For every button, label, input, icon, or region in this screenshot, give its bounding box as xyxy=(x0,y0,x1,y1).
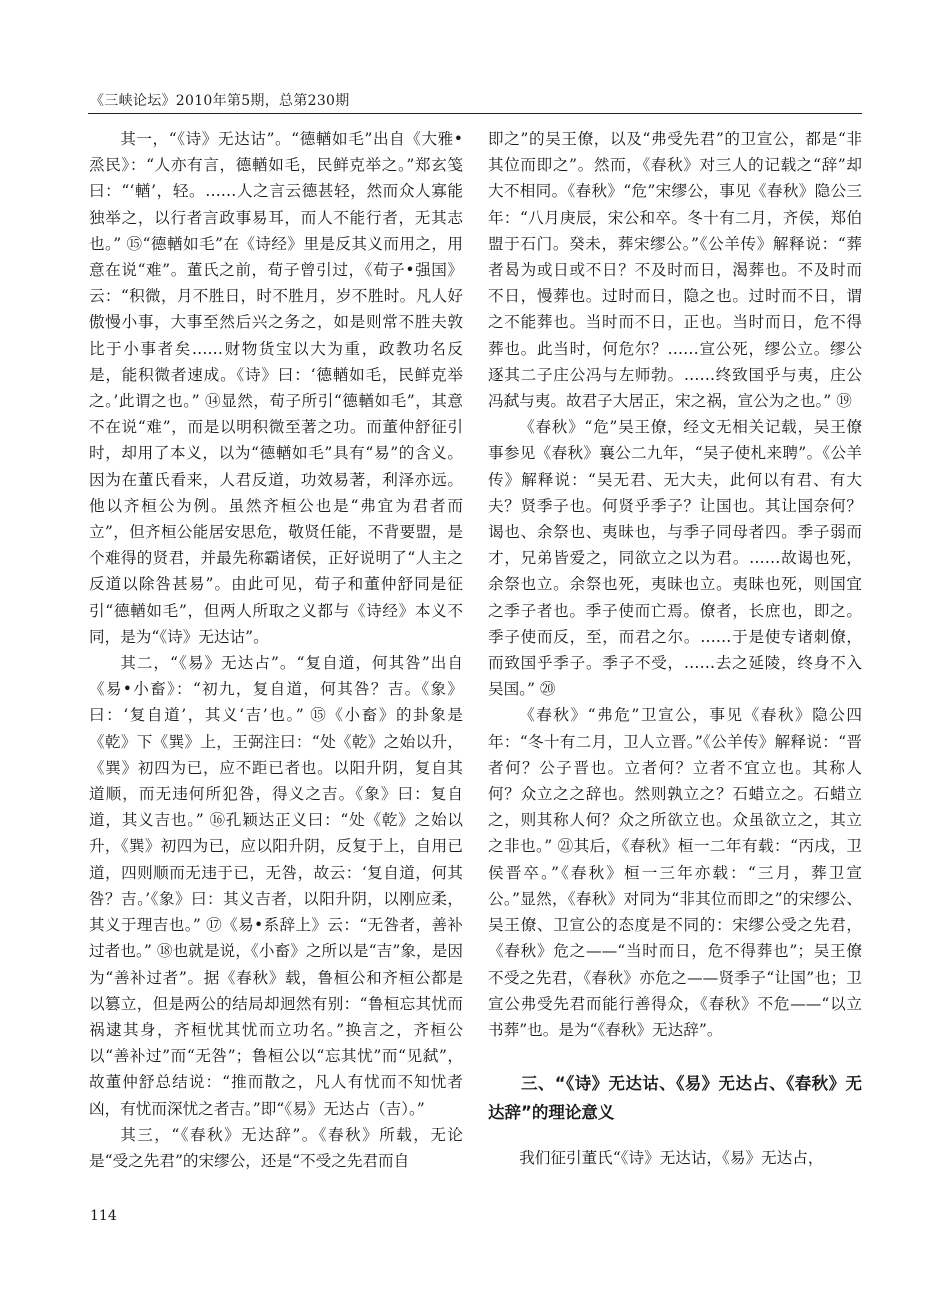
paragraph-poetry: 其一，“《诗》无达诂”。“德輶如毛”出自《大雅•烝民》：“人亦有言，德輶如毛，民鲜克举之。”郑玄笺曰：“‘輶’，轻。……人之言云德甚轻，然而众人寡能独举之，以行者言政事易耳，而人不能行者，无其志也。” ⑮“德輶如毛”在《诗经》里是反其义而用之，用意在说“难”。董氏之前，荀子曾引过，《荀子•强国》云：“积微，月不胜日，时不胜月，岁不胜时。凡人好傲慢小事，大事至然后兴之务之，如是则常不胜夫敦比于小事者矣……财物货宝以大为重，政教功名反是，能积微者速成。《诗》曰：‘德輶如毛，民鲜克举之。’此谓之也。” ⑭显然，荀子所引“德輶如毛”，其意不在说“难”，而是以明积微至著之功。而董仲舒征引时，却用了本义，以为“德輶如毛”具有“易”的含义。因为在董氏看来，人君反道，功效易著，利泽亦远。他以齐桓公为例。虽然齐桓公也是“弗宜为君者而立”，但齐桓公能居安思危，敬贤任能，不背要盟，是个难得的贤君，并最先称霸诸侯，正好说明了“人主之反道以除咎甚易”。由此可见，荀子和董仲舒同是征引“德輶如毛”，但两人所取之义都与《诗经》本义不同，是为“《诗》无达诂”。 xyxy=(89,130,463,646)
paragraph-section-start: 我们征引董氏“《诗》无达诂，《易》无达占， xyxy=(519,1149,824,1168)
left-column xyxy=(89,126,463,1174)
section-heading: 三、“《诗》无达诂、《易》无达占、《春秋》无达辞”的理论意义 xyxy=(488,1074,862,1123)
right-column xyxy=(488,126,862,1171)
paragraph-song-mu: 即之”的吴王僚，以及“弗受先君”的卫宣公，都是“非其位而即之”。然而，《春秋》对三人的记载之“辞”却大不相同。《春秋》“危”宋缪公，事见《春秋》隐公三年：“八月庚辰，宋公和卒。冬十有二月，齐侯，郑伯盟于石门。癸未，葬宋缪公。”《公羊传》解释说：“葬者曷为或日或不日？不及时而日，渴葬也。不及时而不日，慢葬也。过时而日，隐之也。过时而不日，谓之不能葬也。当时而不日，正也。当时而日，危不得葬也。此当时，何危尔？……宣公死，缪公立。缪公逐其二子庄公冯与左师勃。……终致国乎与夷，庄公冯弑与夷。故君子大居正，宋之祸，宣公为之也。” ⑲ xyxy=(488,130,862,411)
paragraph-annals-intro: 其三，“《春秋》无达辞”。《春秋》所载，无论是“受之先君”的宋缪公，还是“不受之先君而自 xyxy=(89,1125,463,1170)
header-rule xyxy=(88,113,862,114)
running-header: 《三峡论坛》2010年第5期，总第230期 xyxy=(90,93,350,109)
paragraph-wei-xuan: 《春秋》“弗危”卫宣公，事见《春秋》隐公四年：“冬十有二月，卫人立晋。”《公羊传》解释说：“晋者何？公子晋也。立者何？立者不宜立也。其称人何？众立之之辞也。然则孰立之？石蜡立之。石蜡立之，则其称人何？众之所欲立也。众虽欲立之，其立之非也。” ㉑其后，《春秋》桓一二年有载：“丙戌，卫侯晋卒。”《春秋》桓一三年亦载：“三月，葬卫宣公。”显然，《春秋》对同为“非其位而即之”的宋缪公、吴王僚、卫宣公的态度是不同的：宋缪公受之先君，《春秋》危之——“当时而日，危不得葬也”；吴王僚不受之先君，《春秋》亦危之——贤季子“让国”也；卫宣公弗受先君而能行善得众，《春秋》不危——“以立书葬”也。是为“《春秋》无达辞”。 xyxy=(488,706,862,1039)
paragraph-wu-liao: 《春秋》“危”吴王僚，经文无相关记载，吴王僚事参见《春秋》襄公二九年，“吴子使札来聘”。《公羊传》解释说：“吴无君、无大夫，此何以有君、有大夫？贤季子也。何贤乎季子？让国也。其让国奈何？谒也、余祭也、夷昧也，与季子同母者四。季子弱而才，兄弟皆爱之，同欲立之以为君。……故谒也死，余祭也立。余祭也死，夷昧也立。夷昧也死，则国宜之季子者也。季子使而亡焉。僚者，长庶也，即之。季子使而反，至，而君之尔。……于是使专诸刺僚，而致国乎季子。季子不受，……去之延陵，终身不入吴国。” ⑳ xyxy=(488,418,862,699)
paragraph-changes: 其二，“《易》无达占”。“复自道，何其咎”出自《易•小畜》：“初九，复自道，何其咎？吉。《象》曰：‘复自道’，其义‘吉’也。” ⑮《小畜》的卦象是《乾》下《巽》上，王弼注曰：“处《乾》之始以升，《巽》初四为已，应不距已者也。以阳升阴，复自其道顺，而无违何所犯咎，得义之吉。《象》曰：复自道，其义吉也。” ⑯孔颖达正义曰：“处《乾》之始以升，《巽》初四为已，应以阳升阴，反复于上，自用已道，四则顺而无违于已，无咎，故云：‘复自道，何其咎？吉。’《象》曰：其义吉者，以阳升阴，以刚应柔，其义于理吉也。” ⑰《易•系辞上》云：“无咎者，善补过者也。” ⑱也就是说，《小畜》之所以是“吉”象，是因为“善补过者”。据《春秋》载，鲁桓公和齐桓公都是以篡立，但是两公的结局却迥然有别：“鲁桓忘其忧而祸逮其身，齐桓忧其忧而立功名。”换言之，齐桓公以“善补过”而“无咎”；鲁桓公以“忘其忧”而“见弑”，故董仲舒总结说：“推而散之，凡人有忧而不知忧者凶，有忧而深忧之者吉。”即“《易》无达占（吉）。” xyxy=(89,654,463,1118)
page-number: 114 xyxy=(90,1208,117,1224)
